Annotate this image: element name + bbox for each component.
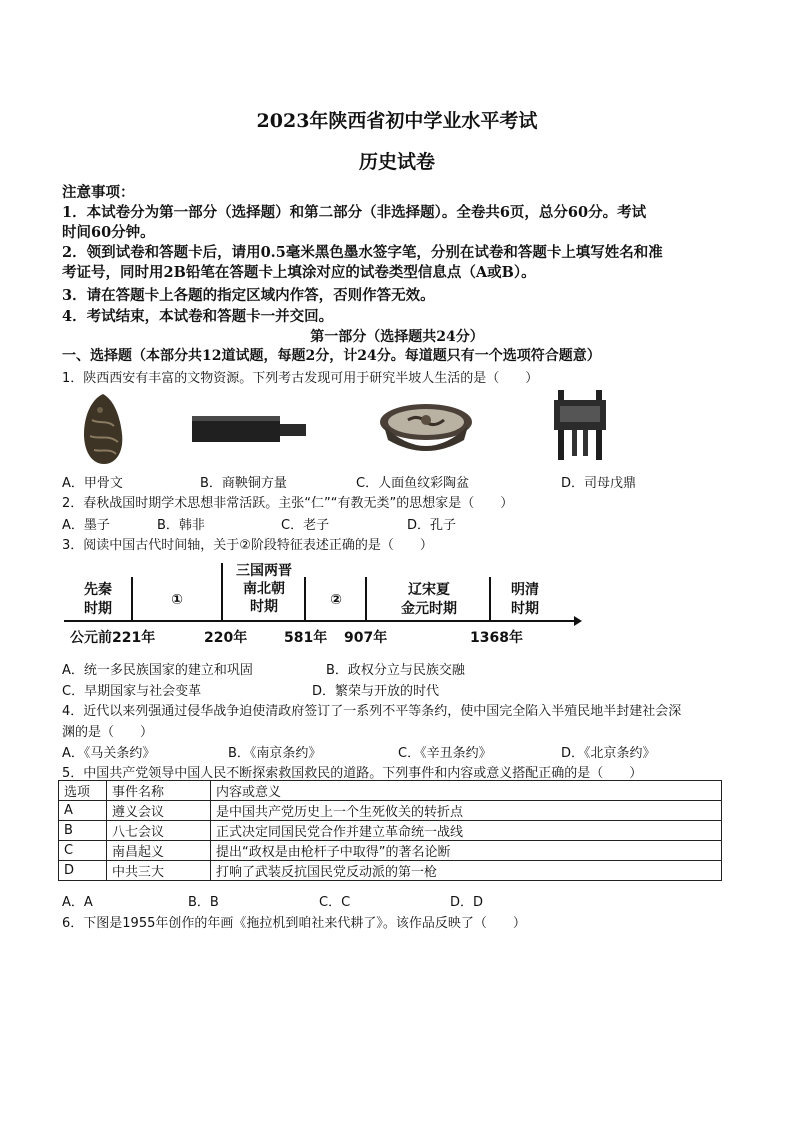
table-header-row [59, 781, 722, 801]
table-header: 内容或意义 [211, 781, 722, 801]
table-cell: A [59, 801, 107, 821]
table-cell: 打响了武装反抗国民党反动派的第一枪 [211, 861, 722, 881]
table-cell: 是中国共产党历史上一个生死攸关的转折点 [211, 801, 722, 821]
question-3-stem: 3．阅读中国古代时间轴，关于②阶段特征表述正确的是（ ） [62, 538, 433, 553]
q1-option-b[interactable]: B．商鞅铜方量 [200, 476, 287, 491]
question-6-stem: 6．下图是1955年创作的年画《拖拉机到咱社来代耕了》。该作品反映了（ ） [62, 916, 526, 931]
painted-pottery-basin-image [378, 400, 474, 462]
q4-option-b[interactable]: B．《南京条约》 [228, 746, 322, 761]
question-4-stem-cont: 渊的是（ ） [62, 725, 154, 740]
timeline-period-three-kingdoms: 三国两晋 南北朝 时期 [236, 563, 292, 615]
q2-option-a[interactable]: A．墨子 [62, 518, 110, 533]
table-row [59, 861, 722, 881]
notes-item: 2．领到试卷和答题卡后，请用0.5毫米黑色墨水签字笔，分别在试卷和答题卡上填写姓名和准 [62, 244, 663, 261]
timeline-period-2: ② [330, 592, 342, 608]
q2-option-b[interactable]: B．韩非 [157, 518, 205, 533]
question-5-stem: 5．中国共产党领导中国人民不断探索救国救民的道路。下列事件和内容或意义搭配正确的是（ ） [62, 766, 643, 781]
oracle-bone-image [78, 390, 128, 468]
events-table [58, 780, 722, 881]
q5-option-a[interactable]: A．A [62, 895, 93, 910]
q2-option-d[interactable]: D．孔子 [407, 518, 457, 533]
timeline-date: 公元前221年 [70, 630, 156, 646]
question-4-stem: 4．近代以来列强通过侵华战争迫使清政府签订了一系列不平等条约，使中国完全陷入半殖民地半封建社会深 [62, 704, 682, 719]
table-cell: 八七会议 [107, 821, 211, 841]
question-1-stem: 1．陕西西安有丰富的文物资源。下列考古发现可用于研究半坡人生活的是（ ） [62, 371, 539, 386]
timeline-period-liao-song: 辽宋夏 金元时期 [401, 582, 457, 617]
table-row [59, 801, 722, 821]
table-cell: 南昌起义 [107, 841, 211, 861]
table-cell: 正式决定同国民党合作并建立革命统一战线 [211, 821, 722, 841]
timeline-date: 220年 [204, 630, 248, 646]
table-header: 选项 [59, 781, 107, 801]
q3-option-d[interactable]: D．繁荣与开放的时代 [312, 684, 440, 699]
table-cell: 提出“政权是由枪杆子中取得”的著名论断 [211, 841, 722, 861]
q5-option-b[interactable]: B．B [188, 895, 219, 910]
table-row [59, 821, 722, 841]
notes-item: 时间60分钟。 [62, 224, 155, 241]
timeline-period-ming-qing: 明清 时期 [511, 582, 539, 617]
timeline-date: 1368年 [470, 630, 523, 646]
bronze-ding-image [552, 388, 608, 462]
bronze-measure-image [190, 412, 308, 446]
q3-option-c[interactable]: C．早期国家与社会变革 [62, 684, 202, 699]
timeline-date: 907年 [344, 630, 388, 646]
table-cell: 中共三大 [107, 861, 211, 881]
q3-option-b[interactable]: B．政权分立与民族交融 [326, 663, 465, 678]
table-row [59, 841, 722, 861]
part1-heading: 第一部分（选择题共24分） [310, 329, 484, 345]
question-2-stem: 2．春秋战国时期学术思想非常活跃。主张“仁”“有教无类”的思想家是（ ） [62, 496, 514, 511]
timeline-date: 581年 [284, 630, 328, 646]
table-header: 事件名称 [107, 781, 211, 801]
notes-item: 考证号，同时用2B铅笔在答题卡上填涂对应的试卷类型信息点（A或B）。 [62, 264, 536, 281]
q4-option-d[interactable]: D．《北京条约》 [561, 746, 656, 761]
table-cell: B [59, 821, 107, 841]
q2-option-c[interactable]: C．老子 [281, 518, 330, 533]
table-cell: 遵义会议 [107, 801, 211, 821]
notes-item: 1．本试卷分为第一部分（选择题）和第二部分（非选择题）。全卷共6页，总分60分。考试 [62, 204, 647, 221]
section-heading: 一、选择题（本部分共12道试题，每题2分，计24分。每道题只有一个选项符合题意） [62, 348, 601, 364]
exam-title: 2023年陕西省初中学业水平考试 [256, 110, 538, 132]
q1-option-d[interactable]: D．司母戊鼎 [561, 476, 637, 491]
timeline-period-pre-qin: 先秦 时期 [84, 582, 112, 617]
notes-heading: 注意事项： [62, 184, 135, 201]
q1-option-a[interactable]: A．甲骨文 [62, 476, 123, 491]
table-cell: D [59, 861, 107, 881]
q4-option-a[interactable]: A．《马关条约》 [62, 746, 156, 761]
q3-option-a[interactable]: A．统一多民族国家的建立和巩固 [62, 663, 253, 678]
q1-option-c[interactable]: C．人面鱼纹彩陶盆 [356, 476, 470, 491]
history-timeline [62, 563, 582, 651]
q5-option-c[interactable]: C．C [319, 895, 351, 910]
timeline-period-1: ① [171, 592, 183, 608]
notes-item: 4．考试结束，本试卷和答题卡一并交回。 [62, 308, 334, 325]
exam-subtitle: 历史试卷 [358, 151, 435, 173]
table-cell: C [59, 841, 107, 861]
q5-option-d[interactable]: D．D [450, 895, 484, 910]
q4-option-c[interactable]: C．《辛丑条约》 [398, 746, 492, 761]
notes-item: 3．请在答题卡上各题的指定区域内作答，否则作答无效。 [62, 287, 435, 304]
